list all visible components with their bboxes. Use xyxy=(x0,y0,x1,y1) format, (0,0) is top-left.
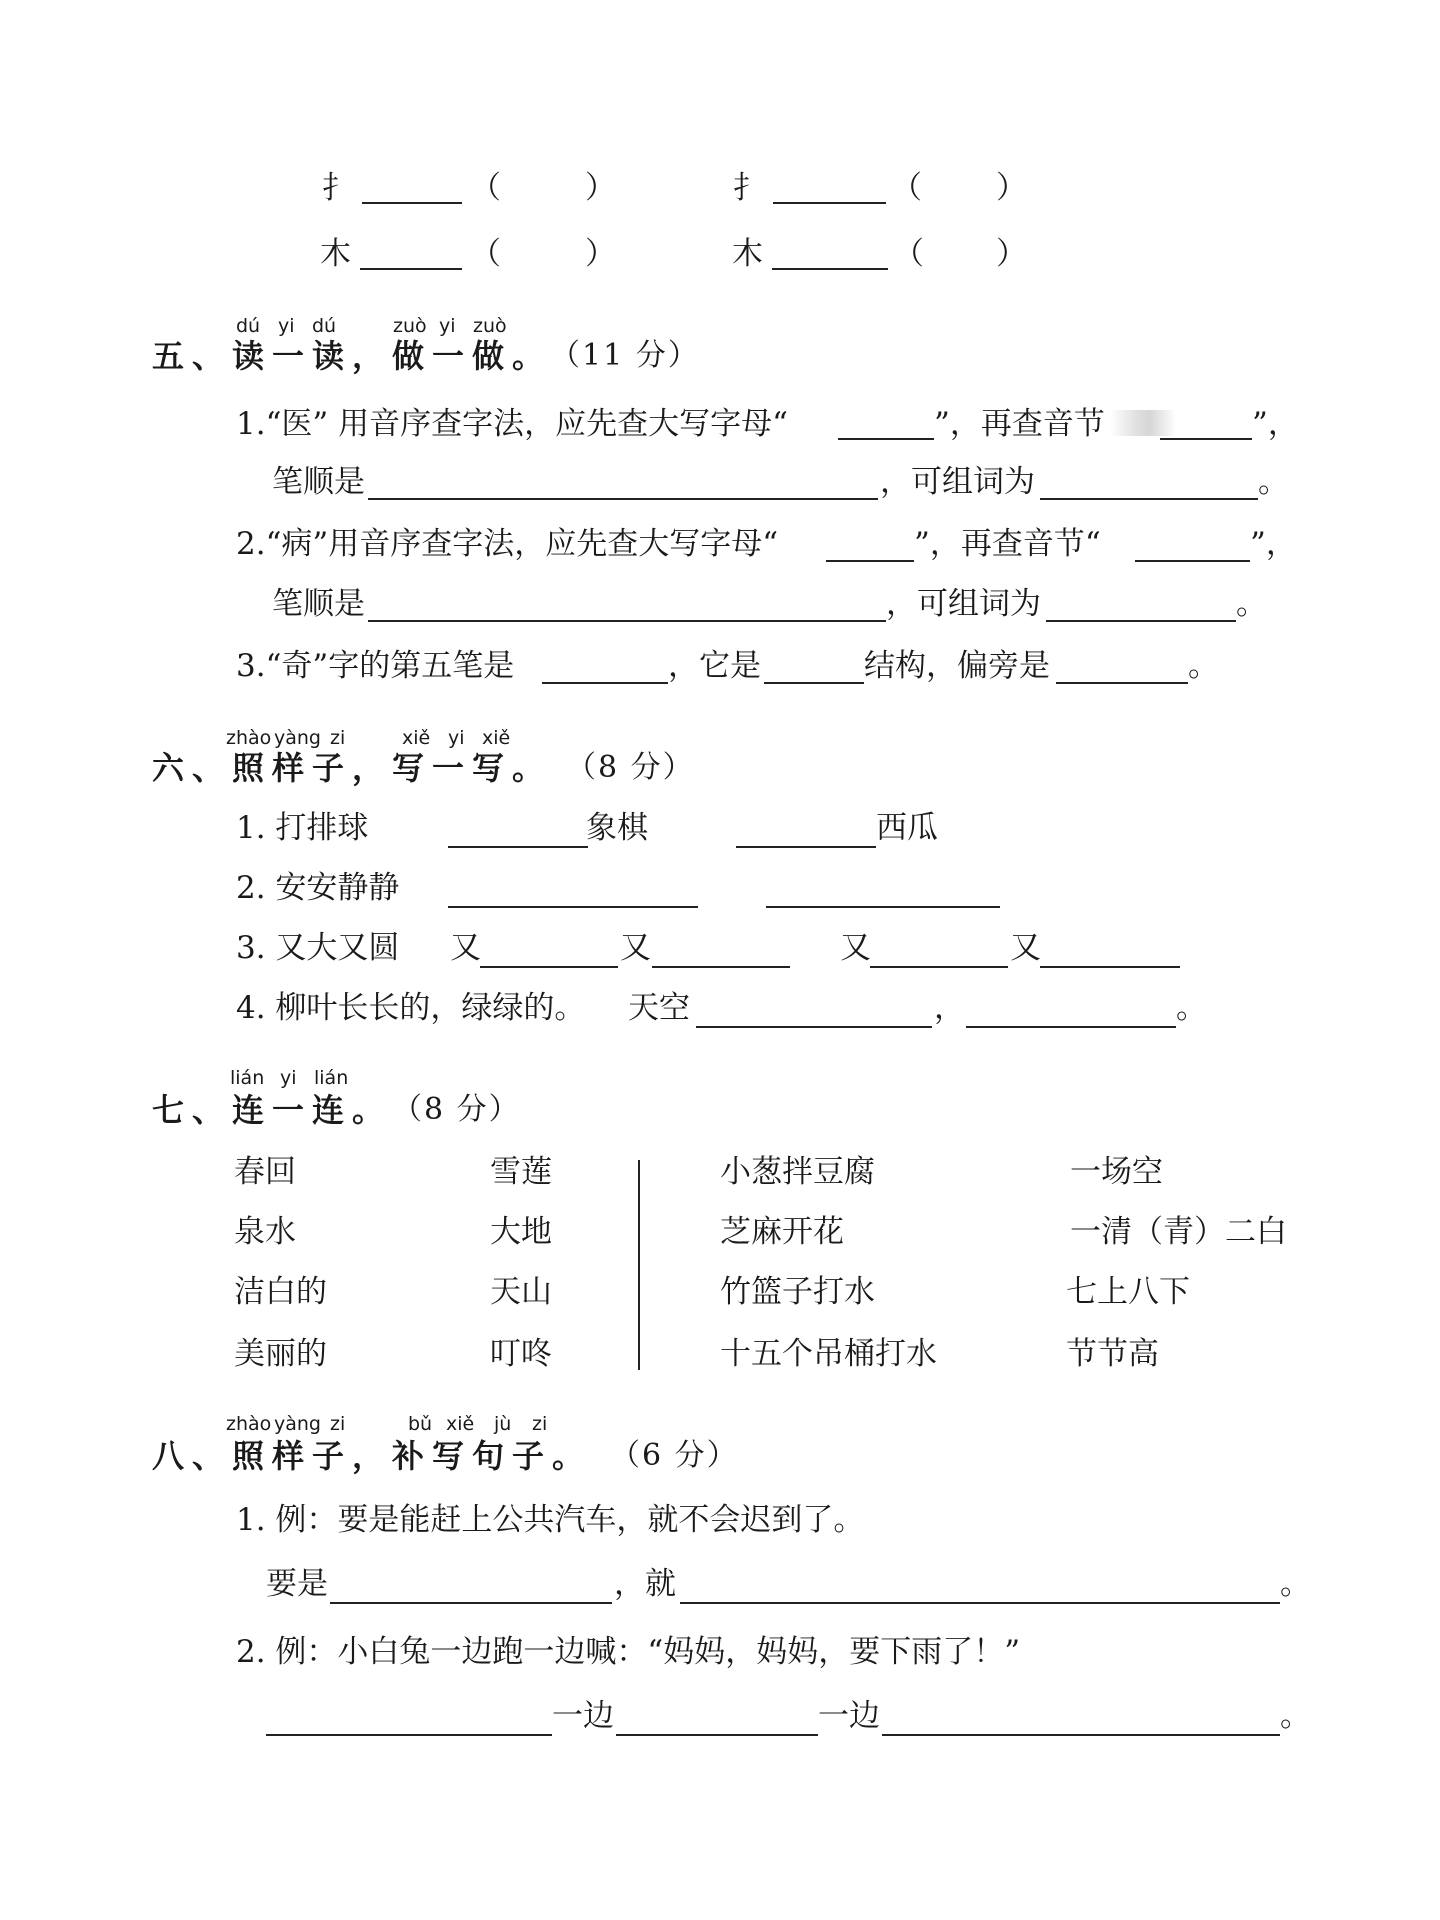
answer-blank[interactable] xyxy=(368,498,878,500)
question-text: 。 xyxy=(1258,464,1289,500)
match-item[interactable]: 七上八下 xyxy=(1066,1274,1190,1310)
answer-blank[interactable] xyxy=(266,1734,552,1736)
match-item[interactable]: 天山 xyxy=(490,1274,552,1310)
answer-blank[interactable] xyxy=(616,1734,818,1736)
question-text: 2.“病”用音序查字法，应先查大写字母“ xyxy=(236,526,779,562)
paren-open: （ xyxy=(470,236,501,272)
section-score: （8 分） xyxy=(566,750,695,785)
example-phrase: 4. 柳叶长长的，绿绿的。 xyxy=(236,990,586,1026)
answer-blank[interactable] xyxy=(360,268,462,270)
answer-blank[interactable] xyxy=(542,682,668,684)
question-text: ”， xyxy=(1250,526,1297,562)
question-text: 。 xyxy=(1236,586,1267,622)
match-item[interactable]: 洁白的 xyxy=(234,1274,327,1310)
phrase-word: 象棋 xyxy=(586,810,648,846)
answer-blank[interactable] xyxy=(826,560,914,562)
example-sentence: 2. 例：小白兔一边跑一边喊：“妈妈，妈妈，要下雨了！” xyxy=(236,1634,1021,1670)
answer-blank[interactable] xyxy=(480,966,618,968)
pinyin: xiě xyxy=(402,727,431,749)
pinyin: yi xyxy=(280,1067,297,1089)
match-item[interactable]: 芝麻开花 xyxy=(720,1214,844,1250)
answer-blank[interactable] xyxy=(362,202,462,204)
sentence-text: 一边 xyxy=(818,1698,880,1734)
question-text: 结构，偏旁是 xyxy=(864,648,1050,684)
match-item[interactable]: 小葱拌豆腐 xyxy=(720,1154,875,1190)
answer-blank[interactable] xyxy=(1160,438,1252,440)
pinyin: zi xyxy=(330,727,346,749)
answer-blank[interactable] xyxy=(736,846,876,848)
answer-blank[interactable] xyxy=(772,268,888,270)
example-phrase: 2. 安安静静 xyxy=(236,870,400,906)
you-char: 又 xyxy=(840,930,871,966)
match-item[interactable]: 雪莲 xyxy=(490,1154,552,1190)
example-sentence: 1. 例：要是能赶上公共汽车，就不会迟到了。 xyxy=(236,1502,865,1538)
match-item[interactable]: 竹篮子打水 xyxy=(720,1274,875,1310)
question-text: 3.“奇”字的第五笔是 xyxy=(236,648,515,684)
phrase-word: 西瓜 xyxy=(876,810,938,846)
section-score: （11 分） xyxy=(550,338,700,373)
answer-blank[interactable] xyxy=(1040,966,1180,968)
question-text: ，它是 xyxy=(668,648,761,684)
question-text: 。 xyxy=(1188,648,1219,684)
match-item[interactable]: 泉水 xyxy=(234,1214,296,1250)
radical-label: 扌 xyxy=(322,170,353,206)
paren-close: ） xyxy=(996,170,1027,206)
pinyin: jù xyxy=(494,1413,512,1435)
answer-blank[interactable] xyxy=(1046,620,1236,622)
redacted-smudge xyxy=(1110,410,1176,436)
answer-blank[interactable] xyxy=(696,1026,932,1028)
answer-blank[interactable] xyxy=(838,438,934,440)
paren-open: （ xyxy=(470,170,501,206)
pinyin: zhào xyxy=(226,1413,272,1435)
answer-blank[interactable] xyxy=(773,202,886,204)
section-title: 六、照样子，写一写。 xyxy=(152,749,553,787)
match-item[interactable]: 春回 xyxy=(234,1154,296,1190)
pinyin: xiě xyxy=(482,727,511,749)
question-text: ，可组词为 xyxy=(886,586,1041,622)
answer-blank[interactable] xyxy=(680,1602,1280,1604)
pinyin: yàng xyxy=(274,1413,321,1435)
question-text: ，可组词为 xyxy=(880,464,1035,500)
pinyin: zuò xyxy=(393,315,427,337)
answer-blank[interactable] xyxy=(766,906,1000,908)
question-text: ”，再查音节“ xyxy=(914,526,1101,562)
sentence-text: 。 xyxy=(1280,1566,1311,1602)
sentence-text: ，就 xyxy=(614,1566,676,1602)
pinyin: xiě xyxy=(446,1413,475,1435)
pinyin: yi xyxy=(448,727,465,749)
example-phrase: 3. 又大又圆 xyxy=(236,930,400,966)
pinyin: lián xyxy=(230,1067,265,1089)
radical-label: 木 xyxy=(732,236,763,272)
answer-blank[interactable] xyxy=(764,682,864,684)
paren-close: ） xyxy=(585,236,616,272)
answer-blank[interactable] xyxy=(870,966,1008,968)
pinyin: zi xyxy=(330,1413,346,1435)
section-title: 五、读一读，做一做。 xyxy=(152,337,553,375)
match-item[interactable]: 大地 xyxy=(490,1214,552,1250)
answer-blank[interactable] xyxy=(330,1602,612,1604)
radical-label: 木 xyxy=(320,236,351,272)
pinyin: zhào xyxy=(226,727,272,749)
pinyin: dú xyxy=(236,315,261,337)
match-item[interactable]: 节节高 xyxy=(1066,1336,1159,1372)
answer-blank[interactable] xyxy=(1135,560,1250,562)
paren-open: （ xyxy=(891,170,922,206)
section-score: （8 分） xyxy=(392,1092,521,1127)
pinyin: dú xyxy=(312,315,337,337)
example-phrase: 1. 打排球 xyxy=(236,810,369,846)
section-score: （6 分） xyxy=(610,1438,739,1473)
answer-blank[interactable] xyxy=(966,1026,1176,1028)
pinyin: lián xyxy=(314,1067,349,1089)
paren-close: ） xyxy=(585,170,616,206)
match-item[interactable]: 十五个吊桶打水 xyxy=(720,1336,937,1372)
pinyin: yi xyxy=(439,315,456,337)
answer-blank[interactable] xyxy=(448,906,698,908)
radical-label: 扌 xyxy=(733,170,764,206)
punctuation: ， xyxy=(934,990,965,1026)
pinyin: bǔ xyxy=(408,1413,433,1435)
match-item[interactable]: 美丽的 xyxy=(234,1336,327,1372)
question-text: 1.“医” 用音序查字法，应先查大写字母“ xyxy=(236,406,788,442)
question-text: 笔顺是 xyxy=(272,464,365,500)
question-text: ”，再查音节 xyxy=(934,406,1105,442)
match-item[interactable]: 叮咚 xyxy=(490,1336,552,1372)
answer-blank[interactable] xyxy=(448,846,588,848)
answer-blank[interactable] xyxy=(1040,498,1258,500)
match-item[interactable]: 一场空 xyxy=(1070,1154,1163,1190)
paren-close: ） xyxy=(996,236,1027,272)
paren-open: （ xyxy=(893,236,924,272)
answer-blank[interactable] xyxy=(882,1734,1280,1736)
pinyin: zi xyxy=(532,1413,548,1435)
section-title: 七、连一连。 xyxy=(152,1091,393,1129)
pinyin: yàng xyxy=(274,727,321,749)
you-char: 又 xyxy=(620,930,651,966)
answer-blank[interactable] xyxy=(652,966,790,968)
you-char: 又 xyxy=(1010,930,1041,966)
answer-blank[interactable] xyxy=(1056,682,1188,684)
question-text: ”， xyxy=(1252,406,1299,442)
prompt-word: 天空 xyxy=(628,990,690,1026)
you-char: 又 xyxy=(450,930,481,966)
section-title: 八、照样子，补写句子。 xyxy=(152,1437,593,1475)
column-divider xyxy=(638,1160,640,1370)
punctuation: 。 xyxy=(1176,990,1207,1026)
question-text: 笔顺是 xyxy=(272,586,365,622)
sentence-text: 要是 xyxy=(266,1566,328,1602)
pinyin: yi xyxy=(278,315,295,337)
match-item[interactable]: 一清（青）二白 xyxy=(1070,1214,1287,1250)
answer-blank[interactable] xyxy=(368,620,886,622)
sentence-text: 一边 xyxy=(552,1698,614,1734)
sentence-text: 。 xyxy=(1280,1698,1311,1734)
pinyin: zuò xyxy=(473,315,507,337)
